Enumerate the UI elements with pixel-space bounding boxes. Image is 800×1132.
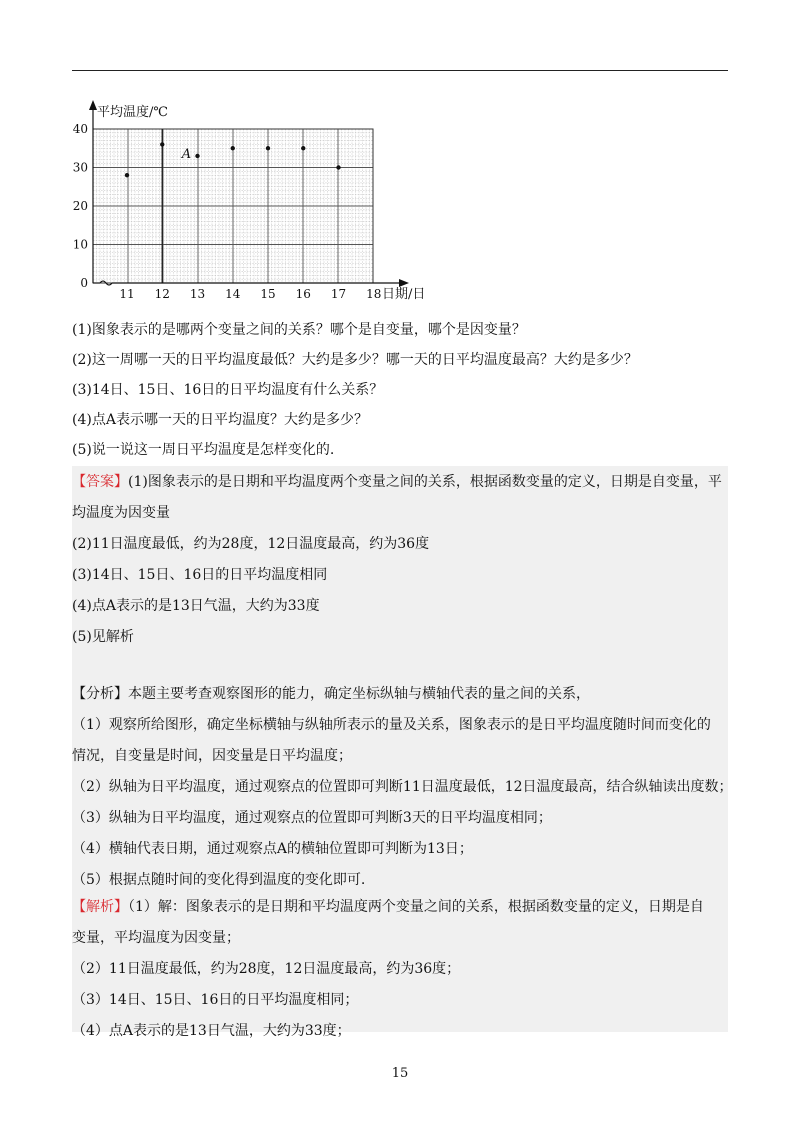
solution-line-2: 变量，平均温度为因变量；: [72, 930, 240, 946]
y-tick-label: 40: [72, 122, 88, 136]
analysis-line-1: （1）观察所给图形，确定坐标横轴与纵轴所表示的量及关系，图象表示的是日平均温度随时间而变化的: [72, 717, 711, 733]
x-tick-label: 12: [154, 287, 170, 301]
x-tick-label: 18: [366, 287, 382, 301]
analysis-line-6: （5）根据点随时间的变化得到温度的变化即可.: [72, 872, 366, 888]
answer-item-5: (5)见解析: [72, 629, 134, 645]
y-tick-label: 30: [72, 160, 88, 175]
data-point: [231, 146, 235, 150]
data-point: [336, 165, 340, 169]
page-number: 15: [391, 1066, 409, 1081]
x-tick-label: 15: [260, 287, 276, 301]
y-tick-label: 10: [72, 237, 88, 252]
analysis-line-3: （2）纵轴为日平均温度，通过观察点的位置即可判断11日温度最低，12日温度最高，结合纵轴读出度数；: [72, 779, 733, 795]
question-3: (3)14日、15日、16日的日平均温度有什么关系？: [72, 382, 384, 398]
question-5: (5)说一说这一周日平均温度是怎样变化的.: [72, 442, 335, 458]
data-point: [125, 173, 129, 177]
solution-tag: 【解析】: [72, 899, 128, 915]
x-tick-label: 17: [330, 287, 347, 301]
analysis-head: 【分析】本题主要考查观察图形的能力，确定坐标纵轴与横轴代表的量之间的关系，: [72, 686, 590, 702]
data-point: [160, 142, 164, 146]
analysis-line-2: 情况，自变量是时间，因变量是日平均温度；: [72, 748, 352, 764]
analysis-line-4: （3）纵轴为日平均温度，通过观察点的位置即可判断3天的日平均温度相同；: [72, 810, 552, 826]
answer-line-2: 均温度为因变量: [72, 505, 170, 521]
solution-item-2: （2）11日温度最低，约为28度，12日温度最高，约为36度；: [72, 961, 461, 977]
question-1: (1)图象表示的是哪两个变量之间的关系？哪个是自变量，哪个是因变量？: [72, 322, 526, 338]
y-tick-label: 0: [80, 276, 88, 290]
x-tick-label: 13: [189, 287, 206, 301]
x-tick-label: 16: [295, 287, 311, 301]
answer-item-4: (4)点A表示的是13日气温，大约为33度: [72, 598, 320, 614]
question-2: (2)这一周哪一天的日平均温度最低？大约是多少？哪一天的日平均温度最高？大约是多少？: [72, 352, 638, 368]
x-axis-arrow: [399, 279, 409, 287]
question-4: (4)点A表示哪一天的日平均温度？大约是多少？: [72, 412, 368, 428]
y-tick-label: 20: [72, 199, 88, 213]
x-tick-label: 14: [225, 287, 241, 301]
answer-line-1: [72, 472, 722, 492]
analysis-line-5: （4）横轴代表日期，通过观察点A的横轴位置即可判断为13日；: [72, 841, 473, 857]
data-point: [266, 146, 270, 150]
header-rule: [72, 70, 728, 71]
y-axis-label: 平均温度/℃: [97, 105, 168, 120]
solution-text-1: （1）解：图象表示的是日期和平均温度两个变量之间的关系，根据函数变量的定义，日期是自: [128, 899, 704, 915]
x-tick-label: 11: [119, 287, 135, 301]
answer-item-2: (2)11日温度最低，约为28度，12日温度最高，约为36度: [72, 536, 430, 552]
data-point: [301, 146, 305, 150]
solution-item-4: （4）点A表示的是13日气温，大约为33度；: [72, 1023, 351, 1039]
answer-item-3: (3)14日、15日、16日的日平均温度相同: [72, 567, 328, 583]
answer-tag: 【答案】: [72, 474, 128, 490]
answer-text-1: (1)图象表示的是日期和平均温度两个变量之间的关系，根据函数变量的定义，日期是自变量，平: [128, 474, 722, 490]
x-axis-label: 日期/日: [382, 287, 426, 302]
point-label-a: A: [181, 146, 192, 162]
solution-item-3: （3）14日、15日、16日的日平均温度相同；: [72, 992, 359, 1008]
solution-line-1: [72, 897, 704, 917]
data-point: [195, 154, 199, 158]
y-axis-arrow: [89, 100, 97, 110]
temperature-chart: [60, 96, 460, 306]
